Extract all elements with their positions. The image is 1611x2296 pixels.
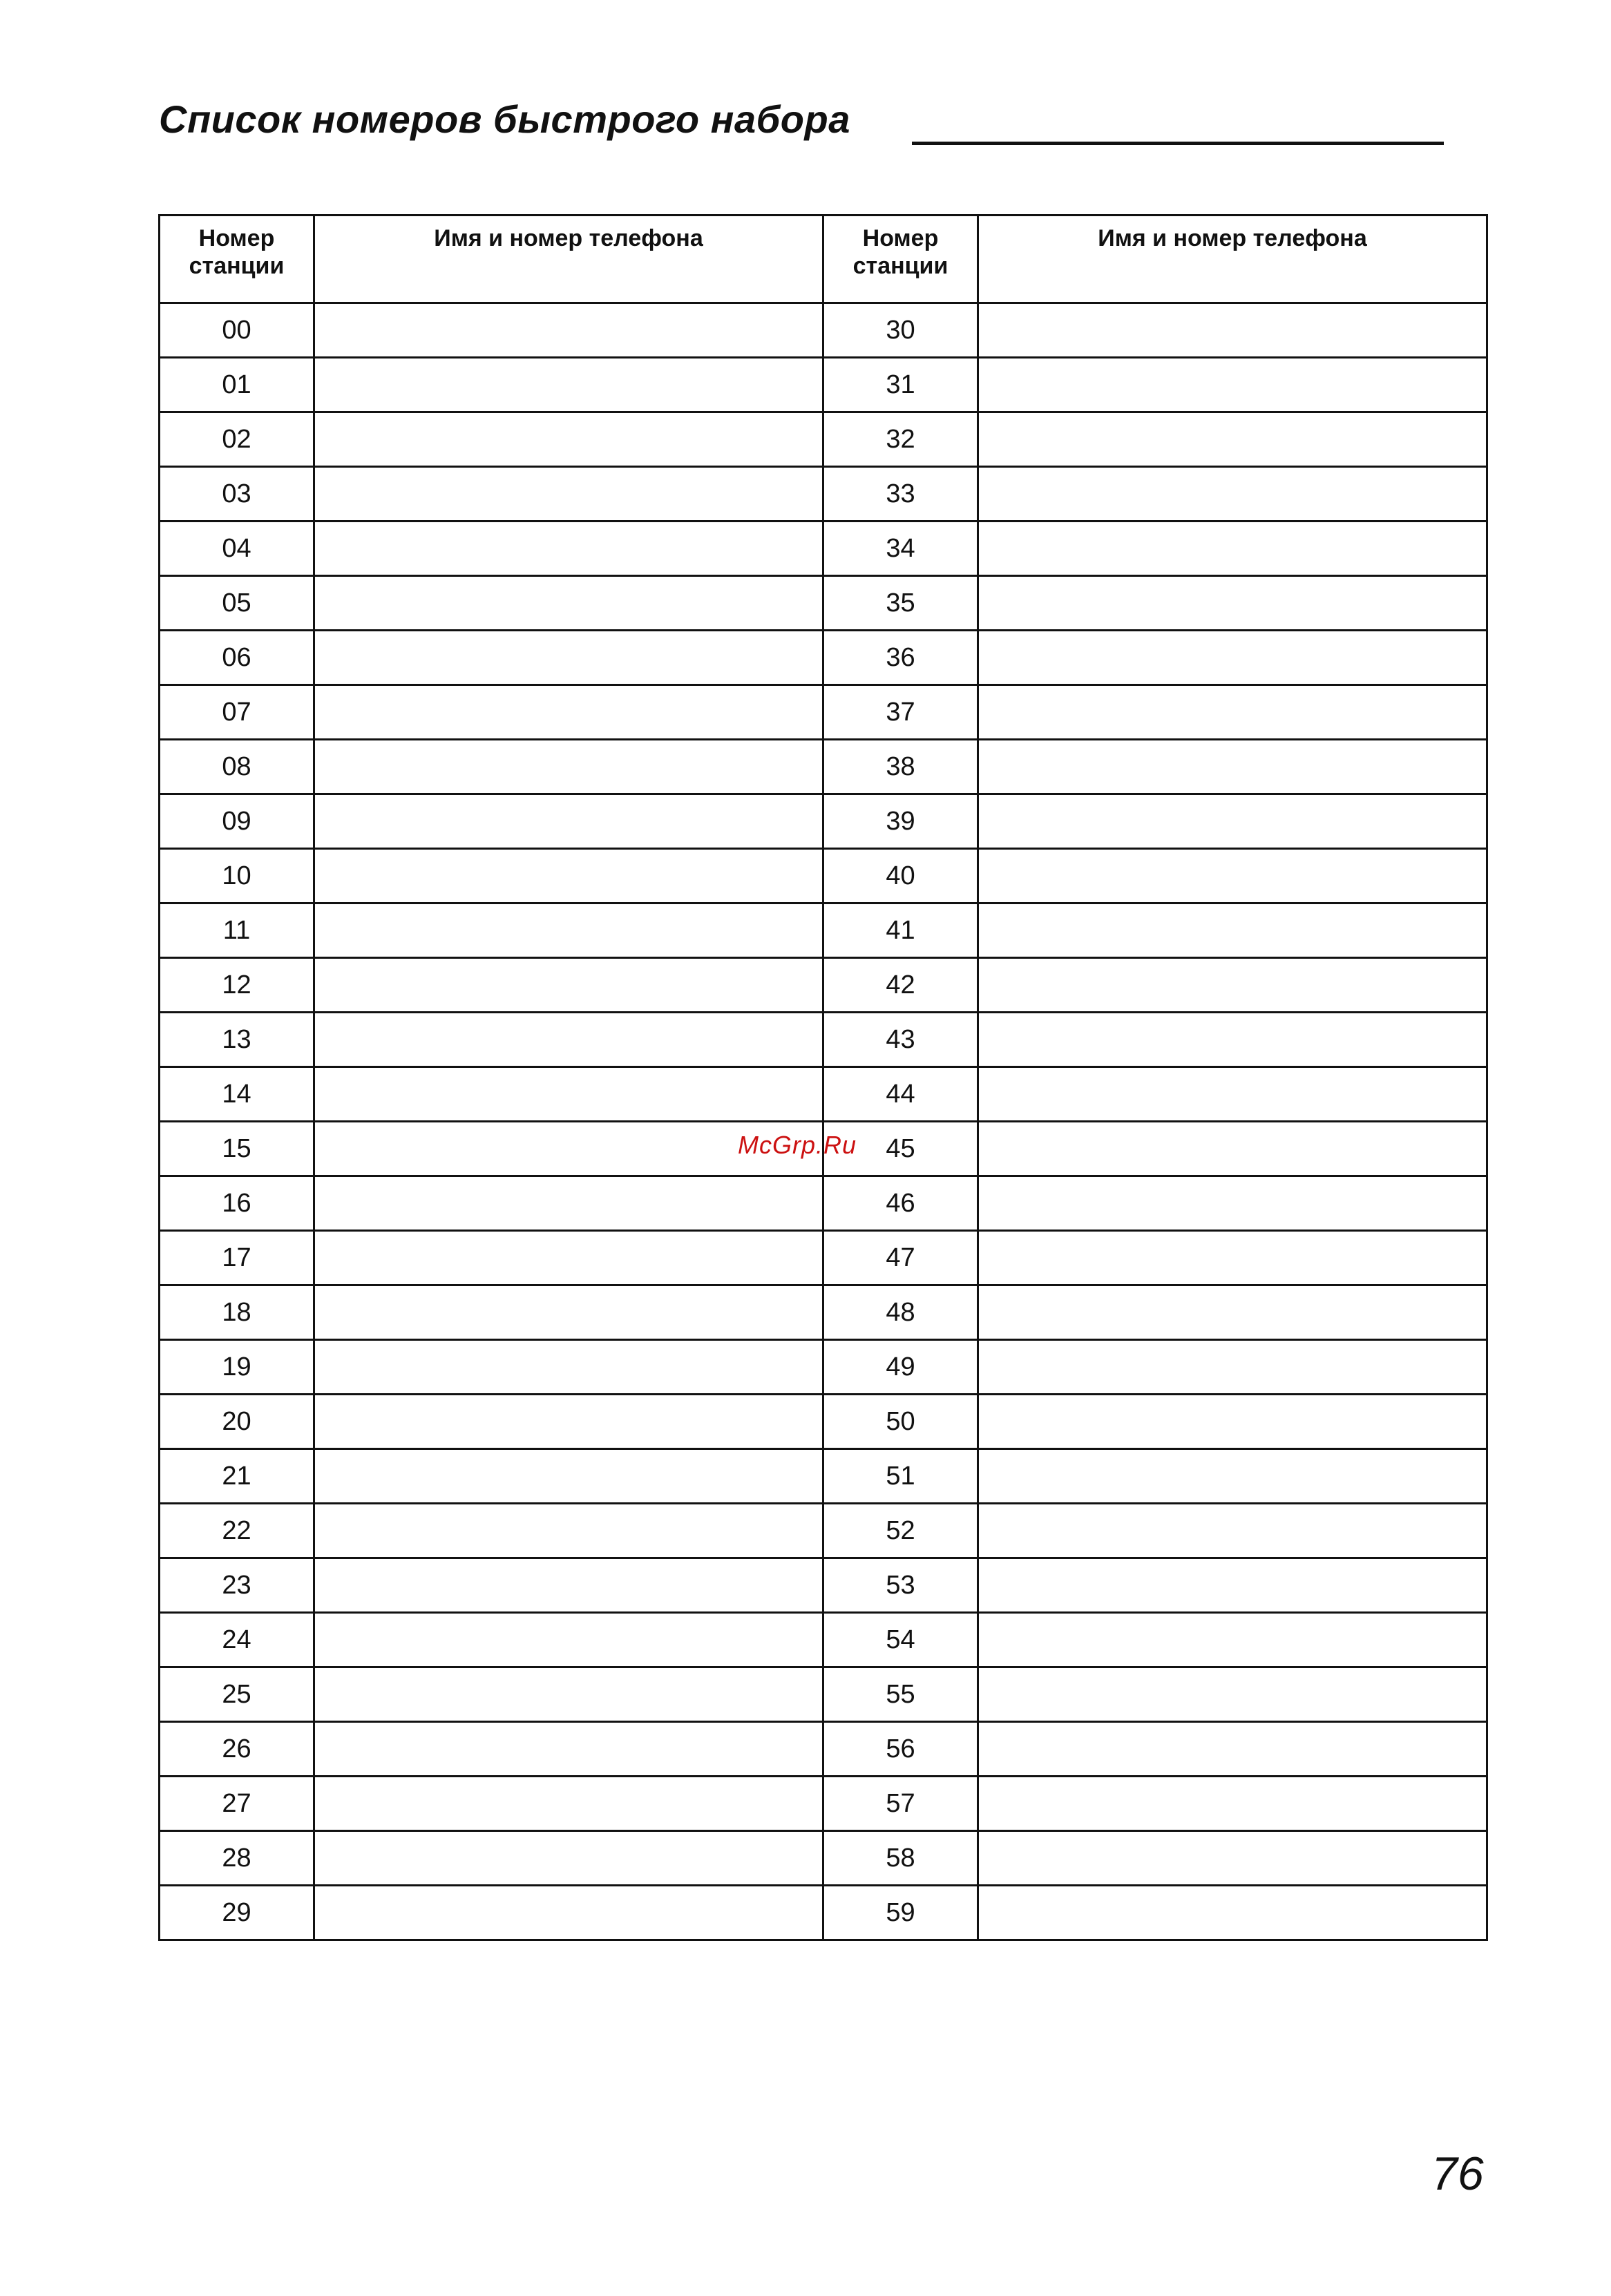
table-row — [160, 1340, 1487, 1395]
station-number-left: 15 — [160, 1122, 314, 1176]
station-number-left: 09 — [160, 794, 314, 849]
table-row — [160, 1013, 1487, 1067]
table-row — [160, 685, 1487, 740]
table-row — [160, 412, 1487, 467]
header-station-line-1: Номер — [198, 225, 275, 251]
station-number-right: 50 — [823, 1395, 978, 1449]
station-number-left: 21 — [160, 1449, 314, 1504]
table-row — [160, 522, 1487, 576]
name-phone-cell-right[interactable] — [978, 1122, 1487, 1176]
name-phone-cell-right[interactable] — [978, 1340, 1487, 1395]
table-row — [160, 903, 1487, 958]
table-body — [160, 303, 1487, 1940]
station-number-left: 16 — [160, 1176, 314, 1231]
station-number-right: 40 — [823, 849, 978, 903]
name-phone-cell-left[interactable] — [314, 303, 823, 358]
table-row — [160, 1777, 1487, 1831]
table-row — [160, 303, 1487, 358]
table-row — [160, 576, 1487, 631]
station-number-right: 32 — [823, 412, 978, 467]
name-phone-cell-left[interactable] — [314, 576, 823, 631]
header-station-number-left — [160, 216, 314, 303]
table-row — [160, 1176, 1487, 1231]
station-number-right: 58 — [823, 1831, 978, 1886]
table-row — [160, 958, 1487, 1013]
name-phone-cell-left[interactable] — [314, 794, 823, 849]
name-phone-cell-left[interactable] — [314, 1722, 823, 1777]
station-number-right: 42 — [823, 958, 978, 1013]
table-row — [160, 740, 1487, 794]
name-phone-cell-left[interactable] — [314, 1449, 823, 1504]
table-row — [160, 1504, 1487, 1558]
station-number-right: 52 — [823, 1504, 978, 1558]
name-phone-cell-right[interactable] — [978, 1013, 1487, 1067]
name-phone-cell-left[interactable] — [314, 685, 823, 740]
name-phone-cell-right[interactable] — [978, 1231, 1487, 1285]
table-row — [160, 1613, 1487, 1667]
name-phone-cell-right[interactable] — [978, 794, 1487, 849]
station-number-left: 29 — [160, 1886, 314, 1940]
name-phone-cell-right[interactable] — [978, 1449, 1487, 1504]
table-row — [160, 1886, 1487, 1940]
watermark: McGrp.Ru — [738, 1131, 857, 1159]
name-phone-cell-right[interactable] — [978, 303, 1487, 358]
station-number-left: 26 — [160, 1722, 314, 1777]
station-number-right: 33 — [823, 467, 978, 522]
station-number-right: 44 — [823, 1067, 978, 1122]
station-number-right: 59 — [823, 1886, 978, 1940]
table-row — [160, 1067, 1487, 1122]
station-number-right: 41 — [823, 903, 978, 958]
name-phone-cell-left[interactable] — [314, 958, 823, 1013]
station-number-right: 55 — [823, 1667, 978, 1722]
station-number-left: 02 — [160, 412, 314, 467]
table-row — [160, 1395, 1487, 1449]
header-station-number-right — [823, 216, 978, 303]
table-row — [160, 467, 1487, 522]
page-number: 76 — [1431, 2147, 1484, 2200]
table-row — [160, 794, 1487, 849]
station-number-right: 34 — [823, 522, 978, 576]
name-phone-cell-left[interactable] — [314, 1558, 823, 1613]
station-number-left: 27 — [160, 1777, 314, 1831]
table-row — [160, 1449, 1487, 1504]
table-row — [160, 1722, 1487, 1777]
name-phone-cell-right[interactable] — [978, 1504, 1487, 1558]
name-phone-cell-left[interactable] — [314, 1504, 823, 1558]
table-row — [160, 358, 1487, 412]
table-row — [160, 1831, 1487, 1886]
name-phone-cell-left[interactable] — [314, 1340, 823, 1395]
table-row — [160, 631, 1487, 685]
name-phone-cell-left[interactable] — [314, 467, 823, 522]
name-phone-cell-right[interactable] — [978, 1777, 1487, 1831]
station-number-right: 56 — [823, 1722, 978, 1777]
station-number-left: 12 — [160, 958, 314, 1013]
station-number-right: 30 — [823, 303, 978, 358]
name-phone-cell-left[interactable] — [314, 358, 823, 412]
name-phone-cell-right[interactable] — [978, 522, 1487, 576]
name-phone-cell-right[interactable] — [978, 1558, 1487, 1613]
station-number-left: 04 — [160, 522, 314, 576]
station-number-right: 38 — [823, 740, 978, 794]
station-number-left: 19 — [160, 1340, 314, 1395]
name-phone-cell-right[interactable] — [978, 849, 1487, 903]
table-row — [160, 1667, 1487, 1722]
station-number-right: 36 — [823, 631, 978, 685]
station-number-right: 45 — [823, 1122, 978, 1176]
table-row — [160, 1558, 1487, 1613]
header-station-line-2: станции — [189, 253, 285, 279]
name-phone-cell-left[interactable] — [314, 1831, 823, 1886]
station-number-left: 13 — [160, 1013, 314, 1067]
name-phone-cell-right[interactable] — [978, 1886, 1487, 1940]
station-number-left: 20 — [160, 1395, 314, 1449]
station-number-right: 39 — [823, 794, 978, 849]
name-phone-cell-right[interactable] — [978, 1722, 1487, 1777]
station-number-right: 51 — [823, 1449, 978, 1504]
name-phone-cell-left[interactable] — [314, 1231, 823, 1285]
station-number-right: 35 — [823, 576, 978, 631]
station-number-right: 46 — [823, 1176, 978, 1231]
station-number-right: 53 — [823, 1558, 978, 1613]
name-phone-cell-left[interactable] — [314, 1613, 823, 1667]
station-number-left: 22 — [160, 1504, 314, 1558]
name-phone-cell-left[interactable] — [314, 1285, 823, 1340]
station-number-left: 06 — [160, 631, 314, 685]
name-phone-cell-left[interactable] — [314, 1777, 823, 1831]
name-phone-cell-left[interactable] — [314, 1395, 823, 1449]
header-station-line-1: Номер — [862, 225, 939, 251]
table-header-row — [160, 216, 1487, 303]
name-phone-cell-right[interactable] — [978, 412, 1487, 467]
name-phone-cell-left[interactable] — [314, 1013, 823, 1067]
station-number-left: 28 — [160, 1831, 314, 1886]
header-station-line-2: станции — [852, 253, 949, 279]
header-name-phone-left: Имя и номер телефона — [314, 216, 823, 303]
station-number-right: 43 — [823, 1013, 978, 1067]
name-phone-cell-left[interactable] — [314, 631, 823, 685]
station-number-left: 23 — [160, 1558, 314, 1613]
name-phone-cell-left[interactable] — [314, 1176, 823, 1231]
name-phone-cell-right[interactable] — [978, 1176, 1487, 1231]
name-phone-cell-right[interactable] — [978, 740, 1487, 794]
name-phone-cell-right[interactable] — [978, 1831, 1487, 1886]
station-number-right: 47 — [823, 1231, 978, 1285]
name-phone-cell-right[interactable] — [978, 576, 1487, 631]
station-number-right: 57 — [823, 1777, 978, 1831]
name-phone-cell-right[interactable] — [978, 903, 1487, 958]
station-number-left: 17 — [160, 1231, 314, 1285]
station-number-left: 11 — [160, 903, 314, 958]
name-phone-cell-left[interactable] — [314, 1067, 823, 1122]
name-phone-cell-right[interactable] — [978, 1395, 1487, 1449]
station-number-left: 25 — [160, 1667, 314, 1722]
name-phone-cell-left[interactable] — [314, 740, 823, 794]
name-phone-cell-right[interactable] — [978, 467, 1487, 522]
name-phone-cell-left[interactable] — [314, 849, 823, 903]
station-number-right: 37 — [823, 685, 978, 740]
station-number-left: 05 — [160, 576, 314, 631]
name-phone-cell-right[interactable] — [978, 1067, 1487, 1122]
title-underline — [912, 142, 1444, 145]
table-row — [160, 849, 1487, 903]
name-phone-cell-right[interactable] — [978, 631, 1487, 685]
name-phone-cell-left[interactable] — [314, 903, 823, 958]
station-number-right: 49 — [823, 1340, 978, 1395]
name-phone-cell-right[interactable] — [978, 1667, 1487, 1722]
station-number-left: 03 — [160, 467, 314, 522]
table-row — [160, 1285, 1487, 1340]
name-phone-cell-left[interactable] — [314, 1886, 823, 1940]
speed-dial-table — [158, 214, 1488, 1941]
name-phone-cell-left[interactable] — [314, 1667, 823, 1722]
name-phone-cell-right[interactable] — [978, 685, 1487, 740]
station-number-left: 08 — [160, 740, 314, 794]
name-phone-cell-right[interactable] — [978, 358, 1487, 412]
page-title: Список номеров быстрого набора — [159, 97, 850, 141]
station-number-left: 14 — [160, 1067, 314, 1122]
station-number-right: 48 — [823, 1285, 978, 1340]
station-number-left: 24 — [160, 1613, 314, 1667]
table-row — [160, 1231, 1487, 1285]
name-phone-cell-right[interactable] — [978, 1613, 1487, 1667]
station-number-left: 18 — [160, 1285, 314, 1340]
station-number-left: 00 — [160, 303, 314, 358]
station-number-right: 31 — [823, 358, 978, 412]
station-number-left: 10 — [160, 849, 314, 903]
station-number-left: 01 — [160, 358, 314, 412]
name-phone-cell-right[interactable] — [978, 958, 1487, 1013]
station-number-right: 54 — [823, 1613, 978, 1667]
station-number-left: 07 — [160, 685, 314, 740]
name-phone-cell-left[interactable] — [314, 412, 823, 467]
header-name-phone-right: Имя и номер телефона — [978, 216, 1487, 303]
name-phone-cell-left[interactable] — [314, 522, 823, 576]
name-phone-cell-right[interactable] — [978, 1285, 1487, 1340]
